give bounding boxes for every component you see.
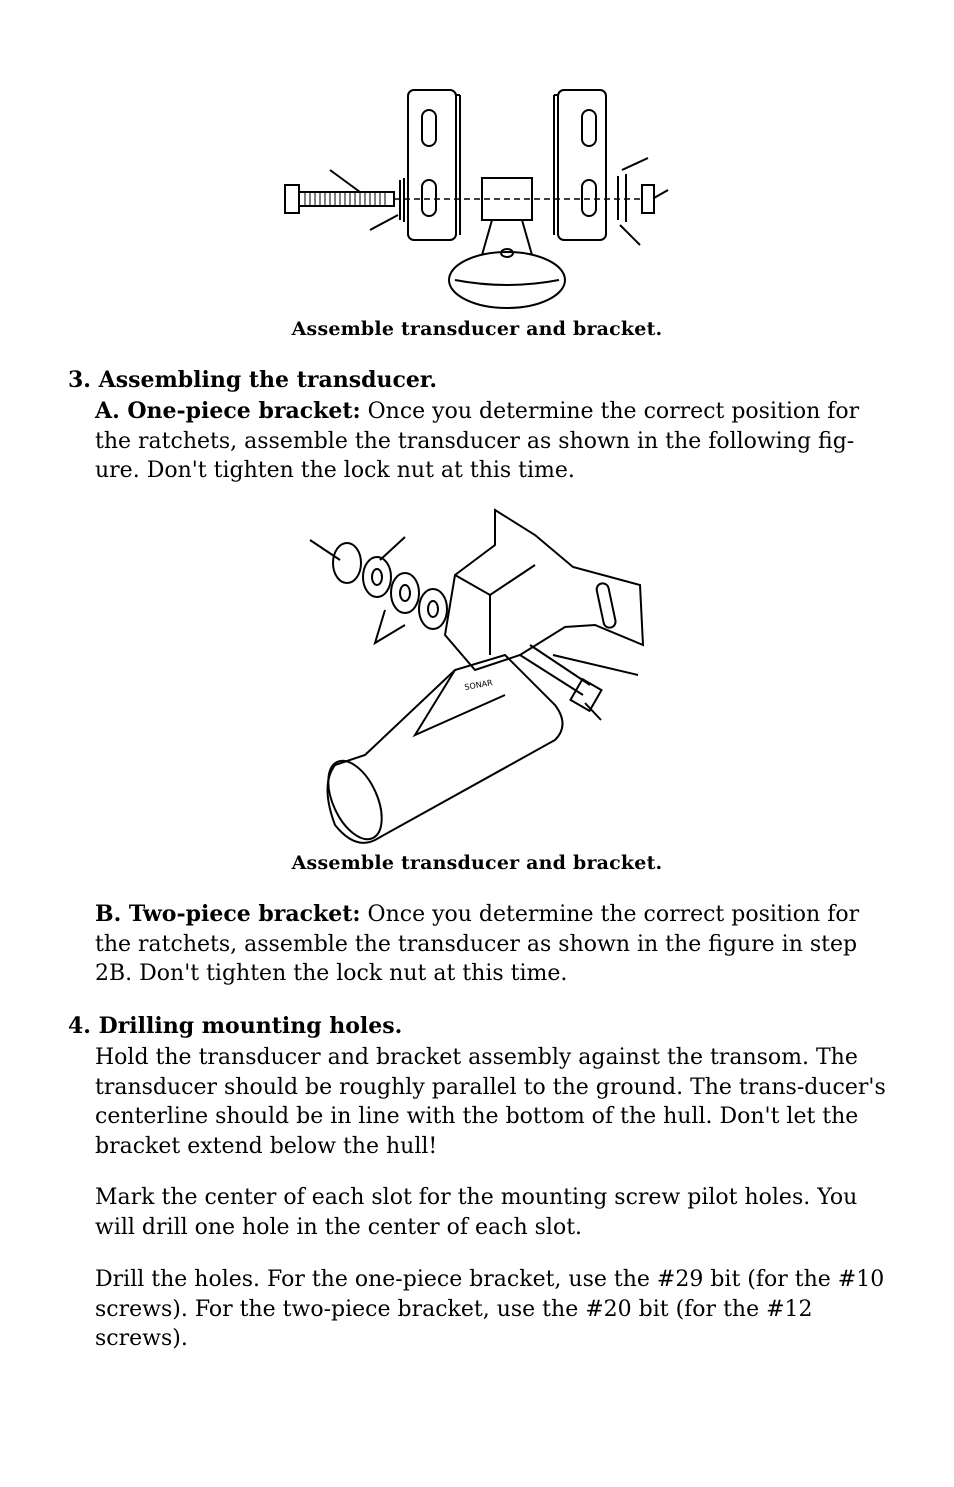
svg-text:SONAR: SONAR [463,678,494,692]
paragraph-hold-transducer: Hold the transducer and bracket assembly against the transom. The transducer should be roughly parallel to the ground. The trans-ducer's centerline should be in line with the bottom of the hull. Don't let the bracket extend below the hull! [95,1045,886,1159]
text-two-piece-bracket: Once you determine the correct position for the ratchets, assemble the transducer as shown in the figure in step 2B. Don't tighten the lock nut at this time. [95,902,860,987]
section-heading: 4. Drilling mounting holes. [68,1013,403,1039]
paragraph-mark-center: Mark the center of each slot for the mounting screw pilot holes. You will drill one hole in the center of each slot. [95,1185,858,1240]
paragraph-drill-holes: Drill the holes. For the one-piece bracket, use the #29 bit (for the #10 screws). For the two-piece bracket, use the #20 bit (for the #12 screws). [95,1267,885,1352]
figure-caption: Assemble transducer and bracket. [291,852,663,874]
paragraph-two-piece-bracket [95,900,895,989]
figure-two-piece-bracket-assembly [270,80,680,315]
figure-caption: Assemble transducer and bracket. [291,318,663,340]
label-one-piece-bracket: A. One-piece bracket: [95,398,361,424]
section-heading: 3. Assembling the transducer. [68,367,438,393]
paragraph-one-piece-bracket [95,397,895,486]
label-two-piece-bracket: B. Two-piece bracket: [95,901,361,927]
text-one-piece-bracket: Once you determine the correct position for the ratchets, assemble the transducer as shown in the following fig-ure. Don't tighten the lock nut at this time. [95,399,860,484]
figure-one-piece-bracket-assembly [305,505,645,850]
